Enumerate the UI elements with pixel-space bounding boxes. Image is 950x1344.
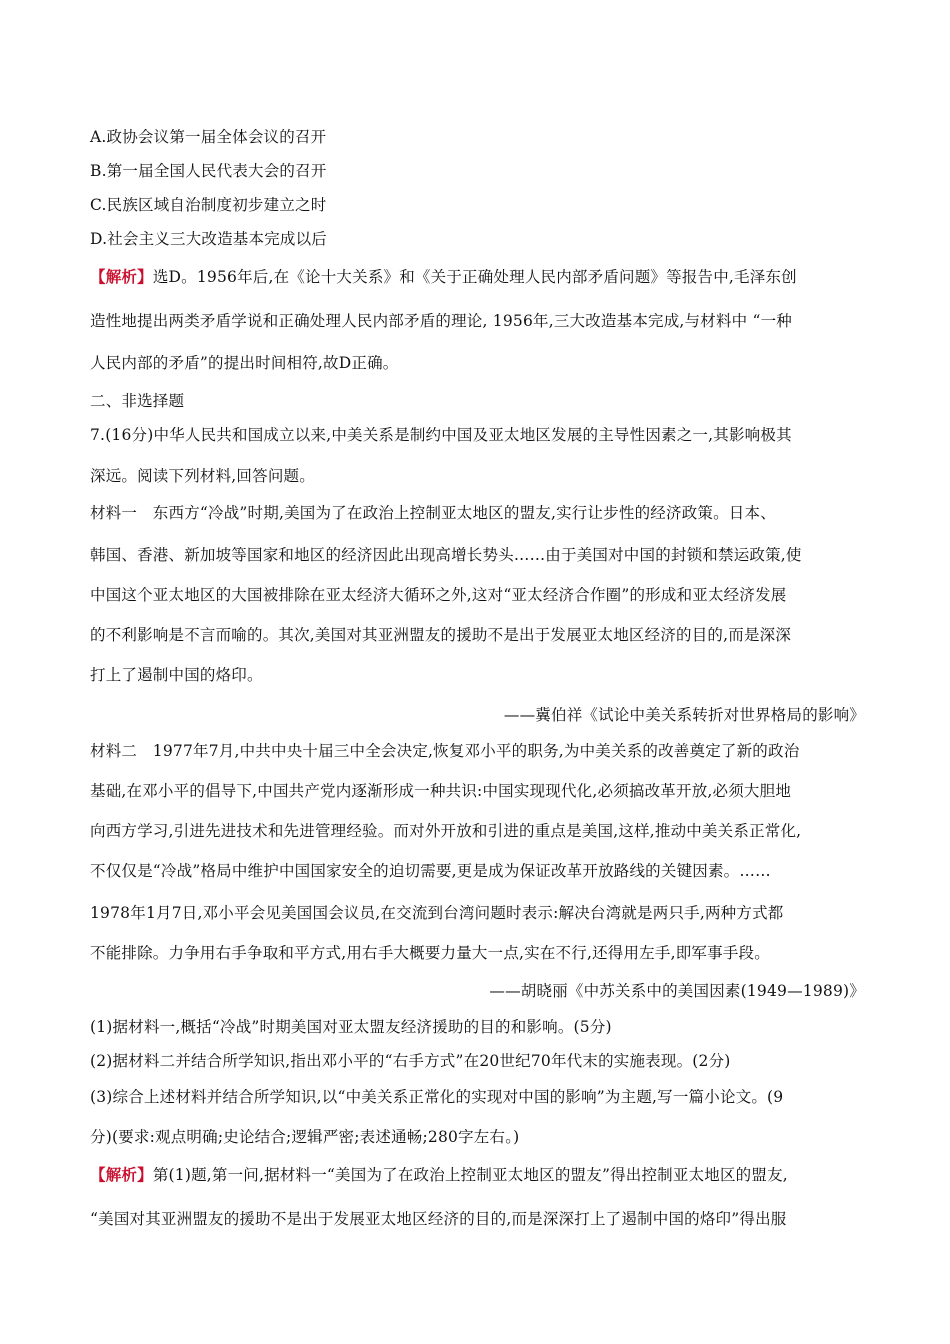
material-2-line-1: 材料二 1977年7月,中共中央十届三中全会决定,恢复邓小平的职务,为中美关系的改善奠定了新的政治 xyxy=(90,742,800,760)
sub-question-2: (2)据材料二并结合所学知识,指出邓小平的“右手方式”在20世纪70年代末的实施表现。(2分) xyxy=(90,1052,731,1070)
analysis-1-line-1: 【解析】选D。1956年后,在《论十大关系》和《关于正确处理人民内部矛盾问题》等报告中,毛泽东创 xyxy=(90,267,797,286)
question-7-line-2: 深远。阅读下列材料,回答问题。 xyxy=(90,467,315,485)
material-2-source: ——胡晓丽《中苏关系中的美国因素(1949—1989)》 xyxy=(489,982,865,1000)
sub-question-3-line-1: (3)综合上述材料并结合所学知识,以“中美关系正常化的实现对中国的影响”为主题,写一篇小论文。(9 xyxy=(90,1088,784,1106)
analysis-1-line-2: 造性地提出两类矛盾学说和正确处理人民内部矛盾的理论, 1956年,三大改造基本完成,与材料中 “一种 xyxy=(90,312,793,330)
sub-question-3-line-2: 分)(要求:观点明确;史论结合;逻辑严密;表述通畅;280字左右。) xyxy=(90,1128,520,1146)
analysis-2-line-1: 【解析】第(1)题,第一问,据材料一“美国为了在政治上控制亚太地区的盟友”得出控制亚太地区的盟友, xyxy=(90,1165,788,1184)
material-2-line-3: 向西方学习,引进先进技术和先进管理经验。而对外开放和引进的重点是美国,这样,推动中美关系正常化, xyxy=(90,822,802,840)
material-1-line-4: 的不利影响是不言而喻的。其次,美国对其亚洲盟友的援助不是出于发展亚太地区经济的目的,而是深深 xyxy=(90,626,792,644)
option-b: B.第一届全国人民代表大会的召开 xyxy=(90,162,327,180)
section-heading: 二、非选择题 xyxy=(90,392,185,410)
analysis-1-line-3: 人民内部的矛盾”的提出时间相符,故D正确。 xyxy=(90,354,399,372)
material-1-line-1: 材料一 东西方“冷战”时期,美国为了在政治上控制亚太地区的盟友,实行让步性的经济政策。日本、 xyxy=(90,504,776,522)
option-c: C.民族区域自治制度初步建立之时 xyxy=(90,196,327,214)
analysis-2-line-2: “美国对其亚洲盟友的援助不是出于发展亚太地区经济的目的,而是深深打上了遏制中国的烙印”得出服 xyxy=(90,1210,787,1228)
question-7-line-1: 7.(16分)中华人民共和国成立以来,中美关系是制约中国及亚太地区发展的主导性因素之一,其影响极其 xyxy=(90,426,792,444)
material-1-source: ——冀伯祥《试论中美关系转折对世界格局的影响》 xyxy=(503,706,865,724)
material-2-line-4: 不仅仅是“冷战”格局中维护中国国家安全的迫切需要,更是成为保证改革开放路线的关键因素。…… xyxy=(90,862,771,880)
option-d: D.社会主义三大改造基本完成以后 xyxy=(90,230,328,248)
material-1-line-5: 打上了遏制中国的烙印。 xyxy=(90,666,263,684)
material-1-line-3: 中国这个亚太地区的大国被排除在亚太经济大循环之外,这对“亚太经济合作圈”的形成和亚太经济发展 xyxy=(90,586,787,604)
material-2-line-5: 1978年1月7日,邓小平会见美国国会议员,在交流到台湾问题时表示:解决台湾就是两只手,两种方式都 xyxy=(90,904,784,922)
analysis-tag: 【解析】 xyxy=(90,1165,153,1184)
option-a: A.政协会议第一届全体会议的召开 xyxy=(90,128,327,146)
sub-question-1: (1)据材料一,概括“冷战”时期美国对亚太盟友经济援助的目的和影响。(5分) xyxy=(90,1018,612,1036)
material-1-line-2: 韩国、香港、新加坡等国家和地区的经济因此出现高增长势头……由于美国对中国的封锁和禁运政策,使 xyxy=(90,546,802,564)
material-2-line-6: 不能排除。力争用右手争取和平方式,用右手大概要力量大一点,实在不行,还得用左手,即军事手段。 xyxy=(90,944,770,962)
material-2-line-2: 基础,在邓小平的倡导下,中国共产党内逐渐形成一种共识:中国实现现代化,必须搞改革开放,必须大胆地 xyxy=(90,782,792,800)
analysis-tag: 【解析】 xyxy=(90,267,153,286)
